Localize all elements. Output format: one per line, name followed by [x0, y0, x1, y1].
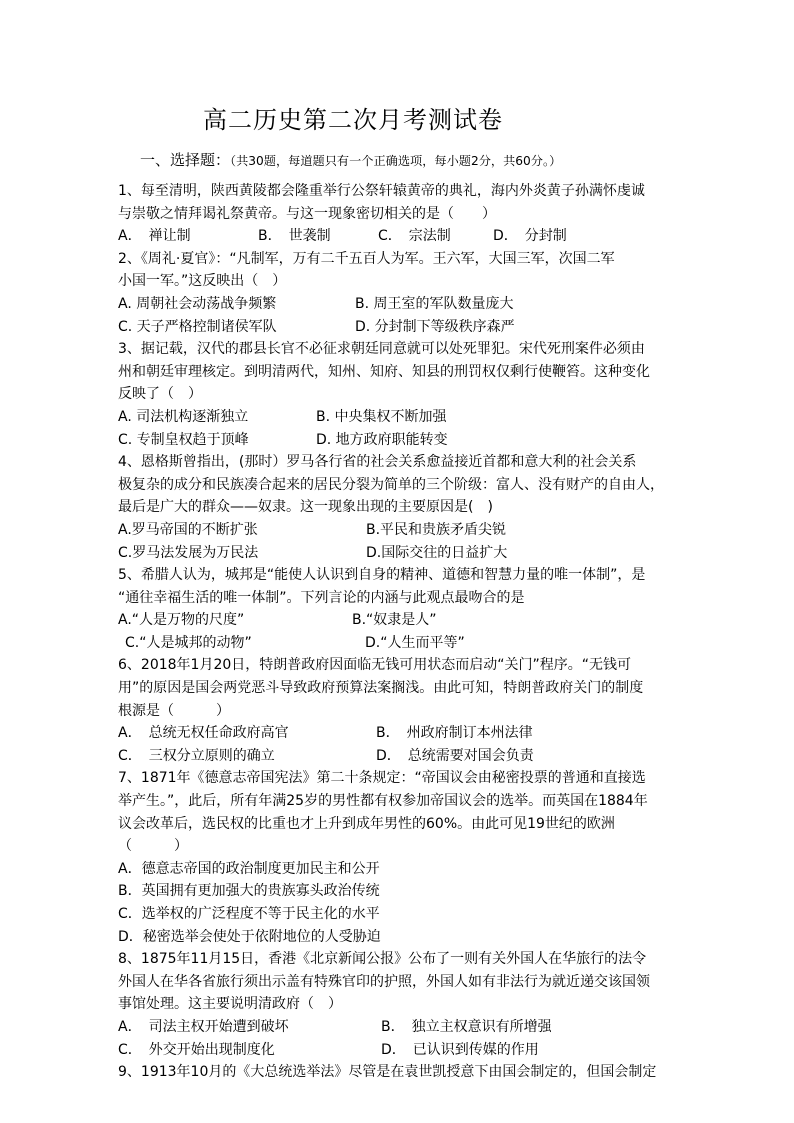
- answer-option[interactable]: A． 总统无权任命政府高官: [118, 725, 289, 742]
- question-stem-line: 州和朝廷审理核定。到明清两代，知州、知府、知县的刑罚权仅剩行使鞭笞。这种变化: [118, 363, 650, 380]
- question-stem-line: 举产生。”，此后，所有年满25岁的男性都有权参加帝国议会的选举。而英国在1884年: [118, 793, 648, 810]
- option-row: [118, 519, 678, 542]
- answer-option[interactable]: A. 周朝社会动荡战争频繁: [118, 295, 277, 312]
- answer-option[interactable]: D． 分封制: [493, 228, 567, 245]
- answer-option[interactable]: C． 三权分立原则的确立: [118, 747, 275, 764]
- answer-option[interactable]: C.罗马法发展为万民法: [118, 544, 259, 561]
- option-row: [118, 1039, 678, 1062]
- answer-option[interactable]: A． 司法主权开始遭到破坏: [118, 1018, 289, 1035]
- question-5: [118, 564, 678, 654]
- option-row: [118, 609, 678, 632]
- question-2: [118, 248, 678, 338]
- answer-option[interactable]: D. 地方政府职能转变: [316, 431, 448, 448]
- question-stem-line: 根源是（ ）: [118, 702, 230, 719]
- section-heading-label: 一、选择题：: [140, 151, 231, 169]
- question-stem-line: 最后是广大的群众——奴隶。这一现象出现的主要原因是( ): [118, 499, 493, 516]
- question-7: [118, 767, 678, 948]
- answer-option[interactable]: D. 分封制下等级秩序森严: [355, 318, 515, 335]
- option-row: [118, 429, 678, 452]
- question-stem-line: 6、2018年1月20日，特朗普政府因面临无钱可用状态而启动“关门”程序。“无钱可: [118, 657, 632, 674]
- answer-option[interactable]: B． 独立主权意识有所增强: [381, 1018, 552, 1035]
- option-row: [118, 722, 678, 745]
- question-8: [118, 948, 678, 1061]
- answer-option[interactable]: B． 州政府制订本州法律: [376, 725, 533, 742]
- question-stem-line: 4、恩格斯曾指出，(那时）罗马各行省的社会关系愈益接近首都和意大利的社会关系: [118, 454, 637, 471]
- question-stem-line: 用”的原因是国会两党恶斗导致政府预算法案搁浅。由此可知，特朗普政府关门的制度: [118, 680, 644, 697]
- answer-option[interactable]: B． 世袭制: [258, 228, 331, 245]
- answer-option[interactable]: C. 专制皇权趋于顶峰: [118, 431, 249, 448]
- answer-option[interactable]: A.“人是万物的尺度”: [118, 612, 245, 629]
- question-stem-line: “通往幸福生活的唯一体制”。下列言论的内涵与此观点最吻合的是: [118, 589, 525, 606]
- question-stem-line: 7、1871年《德意志帝国宪法》第二十条规定：“帝国议会由秘密投票的普通和直接选: [118, 770, 646, 787]
- question-stem-line: 9、1913年10月的《大总统选举法》尽管是在袁世凯授意下由国会制定的，但国会制定: [118, 1064, 657, 1081]
- question-6: [118, 654, 678, 767]
- question-3: [118, 338, 678, 451]
- option-row: [118, 903, 678, 926]
- question-stem-line: 与崇敬之情拜谒礼祭黄帝。与这一现象密切相关的是（ ）: [118, 205, 496, 222]
- question-stem-line: 8、1875年11月15日，香港《北京新闻公报》公布了一则有关外国人在华旅行的法令: [118, 951, 647, 968]
- answer-option[interactable]: D.国际交往的日益扩大: [366, 544, 508, 561]
- question-stem-line: 极复杂的成分和民族凑合起来的居民分裂为简单的三个阶级：富人、没有财产的自由人，: [118, 476, 664, 493]
- question-stem-line: 反映了（ ）: [118, 386, 202, 403]
- question-stem-line: 事馆处理。这主要说明清政府（ ）: [118, 996, 342, 1013]
- question-stem-line: 1、每至清明，陕西黄陵都会隆重举行公祭轩辕黄帝的典礼，海内外炎黄子孙满怀虔诚: [118, 183, 645, 199]
- option-row: [118, 858, 678, 881]
- question-4: [118, 451, 678, 564]
- answer-option[interactable]: A． 禅让制: [118, 228, 191, 245]
- answer-option[interactable]: C． 外交开始出现制度化: [118, 1041, 275, 1058]
- answer-option[interactable]: D.“人生而平等”: [365, 634, 465, 651]
- answer-option[interactable]: C．选举权的广泛程度不等于民主化的水平: [118, 906, 380, 922]
- answer-option[interactable]: A.罗马帝国的不断扩张: [118, 521, 258, 538]
- answer-option[interactable]: C． 宗法制: [378, 228, 451, 245]
- question-stem-line: 小国一军。”这反映出（ ）: [118, 273, 287, 290]
- answer-option[interactable]: B.“奴隶是人”: [352, 612, 437, 629]
- question-stem-line: 5、希腊人认为，城邦是“能使人认识到自身的精神、道德和智慧力量的唯一体制”，是: [118, 567, 646, 584]
- question-1: [118, 180, 678, 248]
- question-stem-line: 2、《周礼·夏官》：“凡制军，万有二千五百人为军。王六军，大国三军，次国二军: [118, 250, 615, 267]
- answer-option[interactable]: C.“人是城邦的动物”: [125, 634, 252, 651]
- question-stem-line: 议会改革后，选民权的比重也才上升到成年男性的60%。由此可见19世纪的欧洲: [118, 815, 615, 832]
- option-row: [118, 632, 678, 655]
- section-heading-note: （共30题，每道题只有一个正确选项，每小题2分，共60分。）: [230, 154, 562, 168]
- question-9: [118, 1061, 678, 1084]
- answer-option[interactable]: C. 天子严格控制诸侯军队: [118, 318, 277, 335]
- option-row: [118, 293, 678, 316]
- section-heading: [140, 149, 561, 170]
- option-row: [118, 406, 678, 429]
- option-row: [118, 1016, 678, 1039]
- option-row: [118, 926, 678, 949]
- answer-option[interactable]: D．秘密选举会使处于依附地位的人受胁迫: [118, 928, 381, 945]
- page-title: 高二历史第二次月考测试卷: [203, 106, 503, 134]
- answer-option[interactable]: A．德意志帝国的政治制度更加民主和公开: [118, 860, 380, 877]
- answer-option[interactable]: D． 已认识到传媒的作用: [381, 1041, 539, 1058]
- question-stem-line: （ ）: [118, 838, 188, 855]
- answer-option[interactable]: B.平民和贵族矛盾尖锐: [366, 521, 507, 538]
- option-row: [118, 880, 678, 903]
- answer-option[interactable]: D． 总统需要对国会负责: [376, 747, 534, 764]
- option-row: [118, 745, 678, 768]
- option-row: [118, 225, 678, 248]
- question-stem-line: 外国人在华各省旅行须出示盖有特殊官印的护照，外国人如有非法行为就近递交该国领: [118, 973, 650, 990]
- option-row: [118, 542, 678, 565]
- answer-option[interactable]: A. 司法机构逐渐独立: [118, 408, 249, 425]
- answer-option[interactable]: B. 周王室的军队数量庞大: [355, 295, 514, 312]
- question-list: [118, 180, 678, 1084]
- question-stem-line: 3、据记载，汉代的郡县长官不必征求朝廷同意就可以处死罪犯。宋代死刑案件必须由: [118, 341, 645, 358]
- option-row: [118, 316, 678, 339]
- answer-option[interactable]: B. 中央集权不断加强: [316, 408, 447, 425]
- answer-option[interactable]: B．英国拥有更加强大的贵族寡头政治传统: [118, 883, 380, 900]
